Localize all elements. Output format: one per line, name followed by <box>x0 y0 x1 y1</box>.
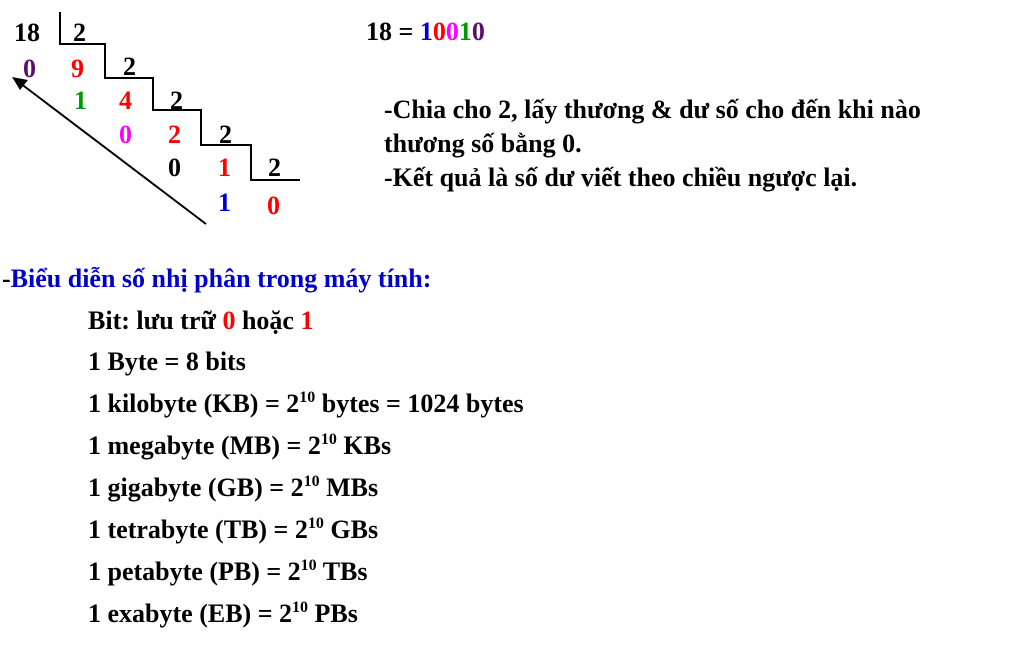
unit-line-kilobyte <box>88 389 524 419</box>
unit-line-tetrabyte <box>88 515 378 545</box>
unit-line-exabyte <box>88 599 358 629</box>
result-prefix: 18 = <box>366 17 420 46</box>
section-heading <box>2 264 431 294</box>
result-digit: 0 <box>471 17 485 46</box>
division-cell: 1 <box>74 86 87 115</box>
byte-definition: 1 Byte = 8 bits <box>88 347 246 376</box>
unit-line-petabyte <box>88 557 368 587</box>
bit-one: 1 <box>300 306 314 335</box>
binary-result <box>366 19 485 45</box>
division-cell: 1 <box>218 188 231 217</box>
division-cell: 0 <box>119 120 132 149</box>
bit-middle: hoặc <box>235 306 301 335</box>
instruction-line-2: thương số bằng 0. <box>384 129 582 158</box>
division-cell: 18 <box>14 18 40 47</box>
unit-exponent: 10 <box>307 515 324 532</box>
unit-before: 1 petabyte (PB) = 2 <box>88 557 301 586</box>
division-cell: 0 <box>23 54 36 83</box>
division-cell: 9 <box>71 54 84 83</box>
division-cell: 1 <box>218 153 231 182</box>
unit-line-megabyte <box>88 431 391 461</box>
section-dash: - <box>2 264 11 293</box>
unit-before: 1 tetrabyte (TB) = 2 <box>88 515 308 544</box>
division-cell: 0 <box>168 153 181 182</box>
result-digit: 1 <box>458 17 472 46</box>
unit-exponent: 10 <box>292 599 309 616</box>
unit-exponent: 10 <box>300 557 317 574</box>
division-cell: 2 <box>123 52 136 81</box>
division-cell: 4 <box>119 86 132 115</box>
unit-before: 1 exabyte (EB) = 2 <box>88 599 293 628</box>
bit-zero: 0 <box>222 306 236 335</box>
unit-after: GBs <box>323 515 379 544</box>
unit-exponent: 10 <box>299 389 316 406</box>
unit-line-gigabyte <box>88 473 378 503</box>
unit-after: TBs <box>316 557 368 586</box>
instruction-line-1: -Chia cho 2, lấy thương & dư số cho đến khi nào <box>384 95 921 124</box>
division-cell: 0 <box>267 191 280 220</box>
instruction-line-3: -Kết quả là số dư viết theo chiều ngược lại. <box>384 163 858 192</box>
division-cell: 2 <box>219 120 232 149</box>
unit-exponent: 10 <box>303 473 320 490</box>
section-title: Biểu diễn số nhị phân trong máy tính: <box>10 264 432 293</box>
unit-before: 1 gigabyte (GB) = 2 <box>88 473 304 502</box>
division-cell: 2 <box>168 120 181 149</box>
bit-definition <box>88 306 313 336</box>
unit-after: KBs <box>336 431 392 460</box>
unit-before: 1 kilobyte (KB) = 2 <box>88 389 300 418</box>
result-digit: 1 <box>419 17 433 46</box>
unit-after: PBs <box>308 599 358 628</box>
result-digit: 0 <box>445 17 459 46</box>
division-cell: 2 <box>73 18 86 47</box>
division-cell: 2 <box>268 153 281 182</box>
unit-exponent: 10 <box>320 431 337 448</box>
unit-before: 1 megabyte (MB) = 2 <box>88 431 321 460</box>
unit-after: MBs <box>319 473 379 502</box>
division-cell: 2 <box>170 86 183 115</box>
result-digit: 0 <box>432 17 446 46</box>
bit-prefix: Bit: lưu trữ <box>88 306 223 335</box>
unit-after: bytes = 1024 bytes <box>315 389 524 418</box>
